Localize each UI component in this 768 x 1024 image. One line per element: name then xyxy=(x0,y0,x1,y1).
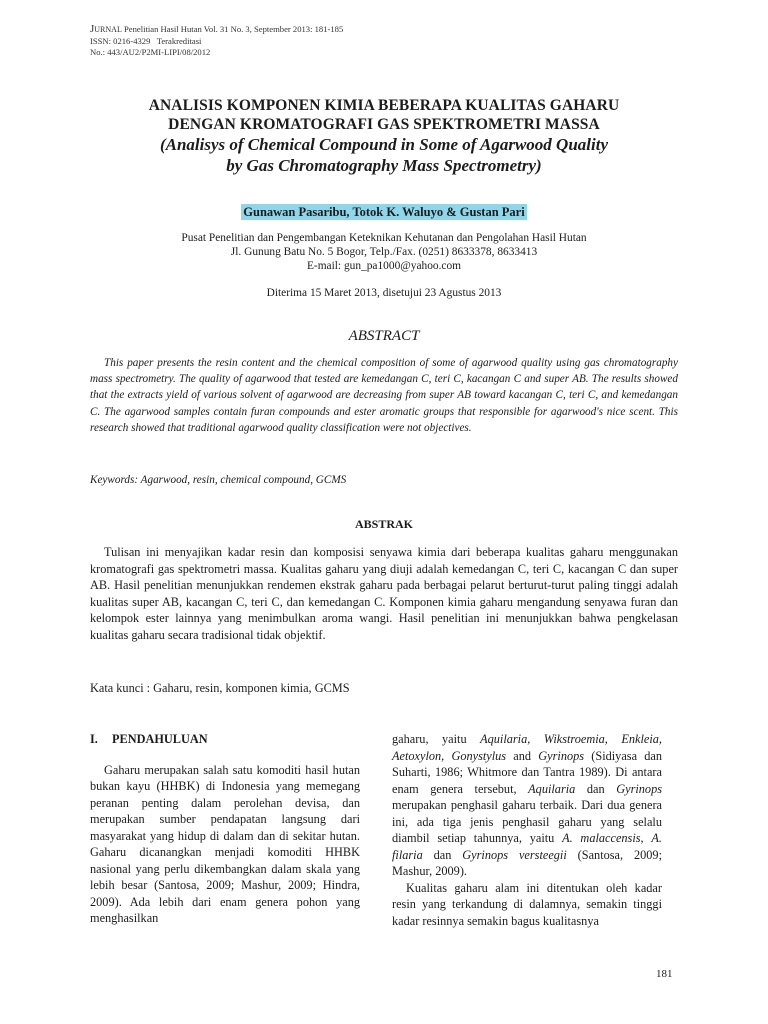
genus-name: Aquilaria xyxy=(528,781,576,796)
text-run: gaharu, yaitu xyxy=(392,732,481,746)
text-run: , xyxy=(640,831,652,845)
authors-block xyxy=(90,203,678,221)
text-run: (Sidiyasa dan Suharti, 1986; Whitmore dan Tantra 1989). Di antara enam genera tersebut, xyxy=(392,748,662,796)
issn-line: ISSN: 0216-4329 Terakreditasi xyxy=(90,35,202,46)
abstrak-heading: ABSTRAK xyxy=(354,517,413,531)
abstract-text: This paper presents the resin content and the chemical composition of some of agarwood quality using gas chromatography mass spectrometry. The quality of agarwood that tested are kemedangan C, teri C, kacangan C and super AB. The results showed that the extracts yield of various solvent of agarwood are decreasing from super AB toward kacangan C, teri C, and kemedangan C. The agarwood samples contain furan compounds and ester aromatic groups that responsible for agarwood's nice scent. This research showed that traditional agarwood quality classification were not objectives. xyxy=(90,357,678,434)
genus-name: Gyrinops xyxy=(616,781,663,796)
genus-names: Aquilaria, Wikstroemia, Enkleia, Aetoxylon, Gonystylus xyxy=(392,732,662,763)
received-dates: Diterima 15 Maret 2013, disetujui 23 Agustus 2013 xyxy=(266,287,502,299)
species-name: Gyrinops versteegii xyxy=(462,847,567,862)
page-number: 181 xyxy=(656,968,673,980)
genus-name: Gyrinops xyxy=(538,748,585,763)
section-number: I. xyxy=(90,732,98,746)
authors: Gunawan Pasaribu, Totok K. Waluyo & Gustan Pari xyxy=(243,205,525,219)
journal-header xyxy=(90,24,343,59)
journal-line xyxy=(90,24,343,36)
text-run: (Santosa, 2009; Mashur, 2009). xyxy=(392,847,662,878)
affiliation xyxy=(90,231,678,273)
species-name: A. filaria xyxy=(392,831,662,862)
title-line-1: ANALISIS KOMPONEN KIMIA BEBERAPA KUALITAS GAHARU xyxy=(148,97,620,114)
text-run: dan xyxy=(422,847,463,862)
column-left xyxy=(90,731,360,927)
text-run: dan xyxy=(575,781,617,796)
title-en-line-2: by Gas Chromatography Mass Spectrometry) xyxy=(226,156,542,175)
title-en-line-1: (Analisys of Chemical Compound in Some of Agarwood Quality xyxy=(159,135,609,154)
abstract-heading: ABSTRACT xyxy=(348,328,420,344)
intro-paragraph-continued xyxy=(392,731,662,880)
title-line-2: DENGAN KROMATOGRAFI GAS SPEKTROMETRI MASSA xyxy=(168,116,600,133)
intro-paragraph-1: Gaharu merupakan salah satu komoditi hasil hutan bukan kayu (HHBK) di Indonesia yang memegang peranan penting dalam perolehan devisa, dan merupakan sumber pendapatan langsung dari masyarakat yang hidup di dalam dan di sekitar hutan. Gaharu dicanangkan menjadi komoditi HHBK nasional yang perlu dikembangkan dalam skala yang lebih besar (Santosa, 2009; Mashur, 2009; Hindra, 2009). Ada lebih dari enam genera pohon yang menghasilkan xyxy=(90,762,360,925)
accreditation-line: No.: 443/AU2/P2MI-LIPI/08/2012 xyxy=(90,47,211,57)
journal-info: Penelitian Hasil Hutan Vol. 31 No. 3, September 2013: 181-185 xyxy=(124,24,344,34)
text-run: merupakan penghasil gaharu terbaik. Dari dua genera ini, ada tiga jenis penghasil gaharu yang selalu diambil setiap tahunnya, yaitu xyxy=(392,798,662,845)
affiliation-line-1: Pusat Penelitian dan Pengembangan Keteknikan Kehutanan dan Pengolahan Hasil Hutan xyxy=(181,232,587,244)
text-run: and xyxy=(506,748,539,763)
intro-paragraph-2: Kualitas gaharu alam ini ditentukan oleh kadar resin yang terkandung di dalamnya, semakin tinggi kadar resinnya semakin bagus kualitasnya xyxy=(392,880,662,928)
affiliation-line-2: Jl. Gunung Batu No. 5 Bogor, Telp./Fax. (0251) 8633378, 8633413 xyxy=(230,246,538,258)
keywords-en: Keywords: Agarwood, resin, chemical compound, GCMS xyxy=(90,474,347,486)
affiliation-email: E-mail: gun_pa1000@yahoo.com xyxy=(306,260,462,272)
keywords-id: Kata kunci : Gaharu, resin, komponen kimia, GCMS xyxy=(90,681,350,695)
abstrak-text: Tulisan ini menyajikan kadar resin dan komposisi senyawa kimia dari beberapa kualitas gaharu menggunakan kromatografi gas spektrometri massa. Kualitas gaharu yang diuji adalah kemedangan C, teri C, kacangan C dan super AB. Hasil penelitian menunjukkan rendemen ekstrak gaharu pada berbagai pelarut berturut-turut paling tinggi adalah kualitas super AB, kacangan C, teri C, dan kemedangan C. Komponen kimia gaharu mengandung senyawa furan dan kelompok ester lainnya yang menimbulkan aroma wangi. Hasil penelitian ini menunjukkan bahwa pengkelasan kualitas gaharu secara tradisional tidak objektif. xyxy=(90,545,678,642)
section-heading xyxy=(90,731,360,748)
column-right xyxy=(392,731,662,929)
species-name: A. malaccensis xyxy=(562,831,641,845)
journal-name: Jurnal xyxy=(90,23,122,35)
paper-title xyxy=(90,96,678,176)
section-title: PENDAHULUAN xyxy=(112,732,208,746)
